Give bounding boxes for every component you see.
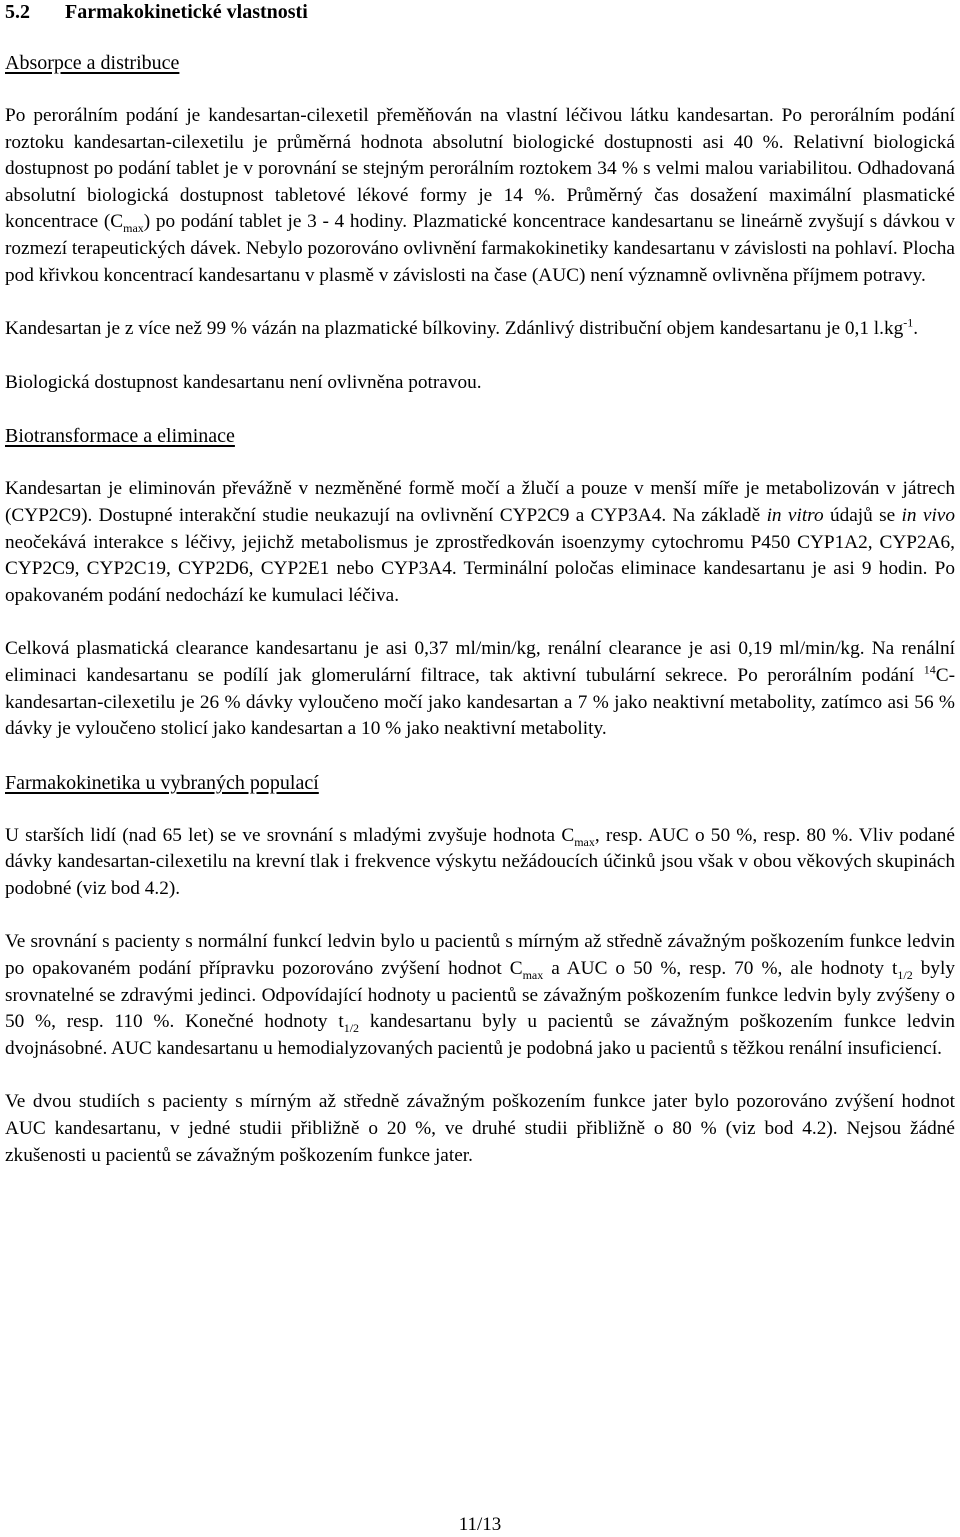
section-number: 5.2 — [5, 1, 30, 23]
document-page — [5, 0, 955, 1196]
paragraph-food: Biologická dostupnost kandesartanu není ovlivněna potravou. — [5, 371, 482, 393]
paragraph-text: , resp. AUC o 50 %, resp. 80 %. Vliv podané dávky kandesartan-cilexetilu na krevní tlak i frekvence výskytu nežádoucích účinků jsou však v obou věkových skupinách podobné (viz bod 4.2). — [5, 824, 955, 899]
paragraph-text: . — [913, 318, 919, 340]
subscript: max — [123, 221, 144, 236]
superscript: -1 — [903, 315, 914, 330]
paragraph-absorption — [5, 103, 955, 289]
paragraph-text: Celková plasmatická clearance kandesartanu je asi 0,37 ml/min/kg, renální clearance je asi 0,19 ml/min/kg. Na renální eliminaci kandesartanu se podílí jak glomerulární filtrace, tak aktivní tubulární sekrece. Po perorálním podání — [5, 638, 955, 686]
italic-term: in vitro — [766, 504, 824, 526]
paragraph-text: a AUC o 50 %, resp. 70 %, ale hodnoty t — [543, 958, 898, 980]
paragraph-text: Ve srovnání s pacienty s normální funkcí ledvin bylo u pacientů s mírným až středně závažným poškozením funkce ledvin po opakovaném podání přípravku pozorováno zvýšení hodnot C — [5, 931, 955, 980]
paragraph-text: Po perorálním podání je kandesartan-cilexetil přeměňován na vlastní léčivou látku kandesartan. Po perorálním podání roztoku kandesartan-cilexetilu je průměrná hodnota absolutní biologické dostupnosti asi 40 %. Relativní biologická dostupnost po podání tablet je v porovnání se stejným perorálním roztokem 34 % s velmi malou variabilitou. Odhadovaná absolutní biologická dostupnost tabletové lékové formy je 14 %. Průměrný čas dosažení maximální plasmatické koncentrace (C — [5, 105, 955, 233]
page-number: 11/13 — [458, 1514, 502, 1535]
paragraph-elimination — [5, 476, 955, 609]
section-title: Farmakokinetické vlastnosti — [65, 1, 308, 23]
paragraph-text: Kandesartan je eliminován převážně v nezměněné formě močí a žlučí a pouze v menší míře je metabolizován v játrech (CYP2C9). Dostupné interakční studie neukazují na ovlivnění CYP2C9 a CYP3A4. Na základě — [5, 478, 955, 526]
subscript: 1/2 — [343, 1021, 360, 1036]
subscript: 1/2 — [897, 967, 913, 982]
paragraph-renal — [5, 929, 955, 1062]
paragraph-text: kandesartanu byly u pacientů se závažným poškozením funkce ledvin dvojnásobné. AUC kandesartanu u hemodialyzovaných pacientů je podobná jako u pacientů s těžkou renální insuficiencí. — [5, 1011, 956, 1059]
paragraph-text: U starších lidí (nad 65 let) se ve srovnání s mladými zvyšuje hodnota C — [5, 824, 575, 846]
subscript: max — [574, 834, 595, 849]
subheading-populace: Farmakokinetika u vybraných populací — [5, 771, 319, 794]
paragraph-distribution — [5, 316, 955, 343]
paragraph-elderly — [5, 823, 955, 903]
paragraph-text: C-kandesartan-cilexetilu je 26 % dávky vyloučeno močí jako kandesartan a 7 % jako neaktivní metabolity, zatímco asi 56 % dávky je vyloučeno stolicí jako kandesartan a 10 % jako neaktivní metabolity. — [5, 664, 955, 740]
paragraph-text: Kandesartan je z více než 99 % vázán na plazmatické bílkoviny. Zdánlivý distribuční objem kandesartanu je 0,1 l.kg — [5, 318, 904, 340]
subscript: max — [522, 967, 544, 982]
paragraph-clearance — [5, 636, 955, 742]
paragraph-text: byly srovnatelné se zdravými jedinci. Odpovídající hodnoty u pacientů se závažným poškozením funkce ledvin byly zvýšeny o 50 %, resp. 110 %. Konečné hodnoty t — [5, 958, 955, 1033]
subheading-biotransformace: Biotransformace a eliminace — [5, 425, 235, 448]
paragraph-text: neočekává interakce s léčivy, jejichž metabolismus je zprostředkován isoenzymy cytochromu P450 CYP1A2, CYP2A6, CYP2C9, CYP2C19, CYP2D6, CYP2E1 nebo CYP3A4. Terminální poločas eliminace kandesartanu je asi 9 hodin. Po opakovaném podání nedochází ke kumulaci léčiva. — [5, 531, 955, 606]
paragraph-hepatic: Ve dvou studiích s pacienty s mírným až středně závažným poškozením funkce jater bylo pozorováno zvýšení hodnot AUC kandesartanu, v jedné studii přibližně o 20 %, ve druhé studii přibližně o 80 % (viz bod 4.2). Nejsou žádné zkušenosti u pacientů se závažným poškozením funkce jater. — [5, 1091, 955, 1166]
italic-term: in vivo — [901, 504, 956, 526]
section-heading — [5, 0, 955, 25]
paragraph-text: ) po podání tablet je 3 - 4 hodiny. Plazmatické koncentrace kandesartanu se lineárně zvyšují s dávkou v rozmezí terapeutických dávek. Nebylo pozorováno ovlivnění farmakokinetiky kandesartanu v závislosti na pohlaví. Plocha pod křivkou koncentrací kandesartanu v plasmě v závislosti na čase (AUC) není významně ovlivněna příjmem potravy. — [5, 211, 955, 286]
paragraph-text: údajů se — [823, 504, 902, 526]
superscript: 14 — [923, 662, 936, 677]
subheading-absorpce: Absorpce a distribuce — [5, 52, 180, 74]
